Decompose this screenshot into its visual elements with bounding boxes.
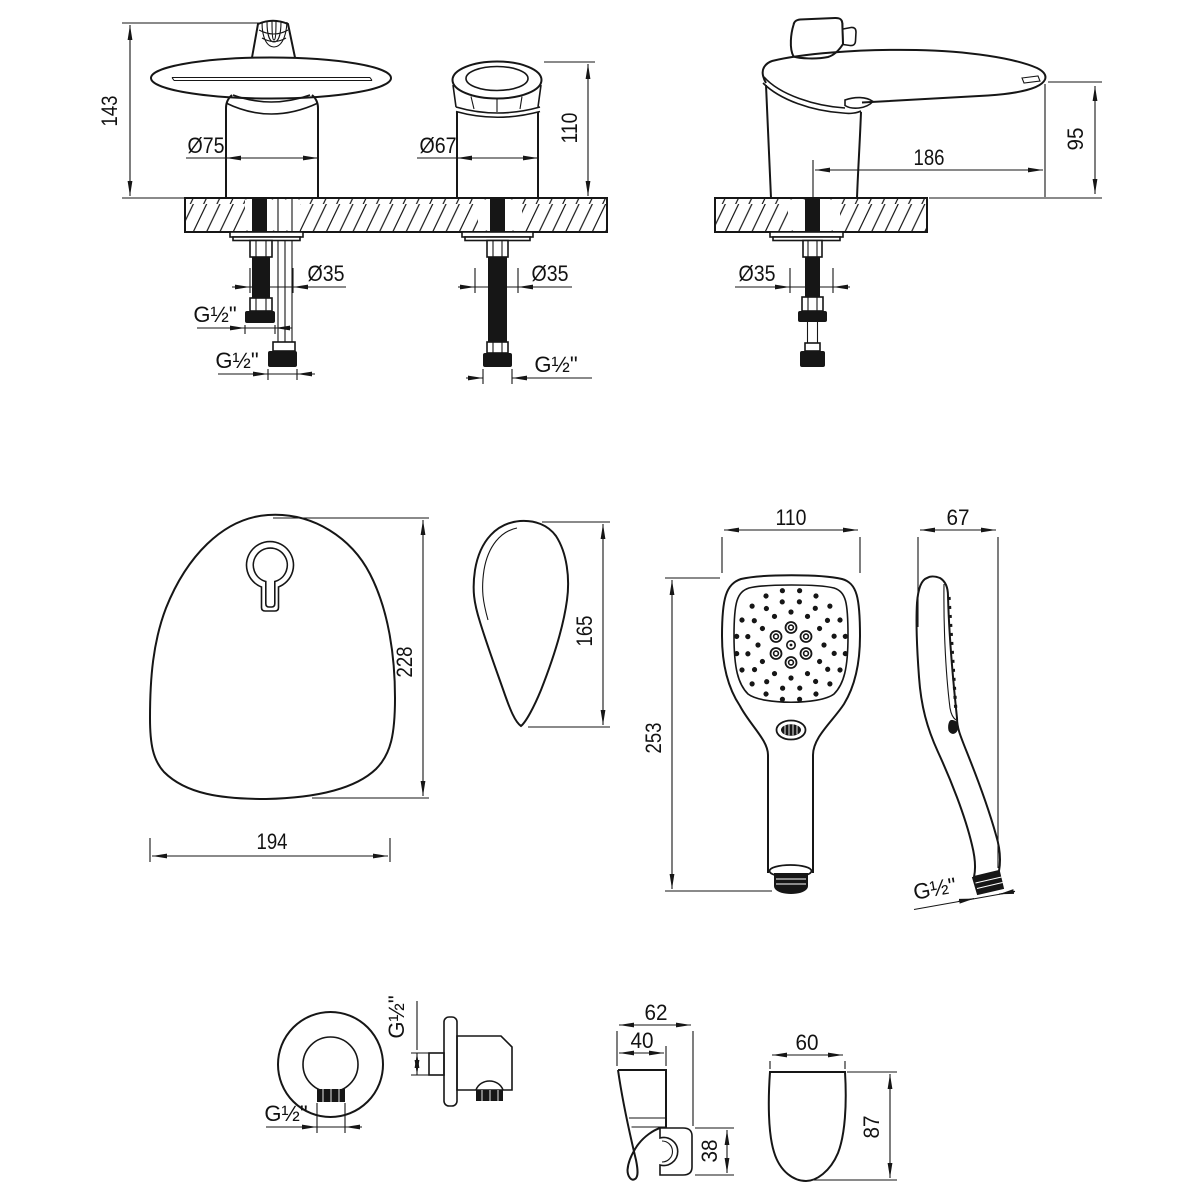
holder-clamp [660,1128,692,1175]
holder-front-view [769,1072,846,1181]
dim-label-87: 87 [859,1114,884,1139]
dim-label-d35-mid: Ø35 [531,261,569,286]
dim-elbow-thread-side [384,995,429,1075]
dim-shower-length [641,578,772,891]
dim-label-186: 186 [913,145,945,170]
dim-label-95: 95 [1063,126,1088,151]
dim-spout-height [97,23,263,198]
dim-label-g12-mid: G½" [534,352,578,377]
dim-handle-height [544,62,595,196]
dim-label-110: 110 [557,108,582,144]
spout-water-slot [172,78,372,81]
spout-side-view [763,18,1046,198]
dim-label-d35-left: Ø35 [307,261,345,286]
dim-cover-width [150,829,390,862]
dim-label-194: 194 [256,829,288,854]
holder-side-view [618,1070,692,1180]
mode-button [777,721,806,740]
dim-shower-width [722,505,860,573]
dim-label-228: 228 [392,640,417,678]
elbow-side-view [429,1017,512,1106]
dim-label-g12-left-upper: G½" [193,302,237,327]
dim-label-143: 143 [97,89,122,127]
deck-plate-side [715,198,927,232]
dim-holder-front-width [770,1030,845,1069]
cover-side-view [474,521,568,726]
dim-label-g12-elbow-front: G½" [264,1101,308,1126]
dim-hole-dia-left [232,261,346,293]
dim-cover-depth [528,522,610,727]
deck-plate-front [185,198,607,232]
dim-holder-side-width [617,1000,693,1126]
handle-front-view [453,62,542,199]
dim-label-67: 67 [946,505,970,530]
dim-label-40: 40 [630,1028,654,1053]
dim-side-reach [813,84,1045,197]
dim-label-62: 62 [644,1000,668,1025]
dim-holder-inner-width [619,1028,666,1066]
hose-connector-side [973,872,1004,895]
side-mode-button [948,720,958,734]
spout-outlet-slot [1022,76,1040,83]
dim-label-g12-elbow-side: G½" [384,995,409,1039]
dim-label-d75: Ø75 [187,133,225,158]
dim-handle-dia [417,133,538,158]
handshower-side-view [917,577,1004,895]
spout-front-view [151,21,391,198]
dim-label-38: 38 [697,1138,722,1163]
hose-connector-front [770,865,812,894]
dim-holder-hook-height [695,1128,734,1175]
dim-hole-dia-right [735,261,850,293]
dim-shower-depth [918,505,998,868]
handshower-front-view [722,575,860,894]
cover-keyhole [246,542,293,611]
dim-label-60: 60 [795,1030,819,1055]
dim-label-253: 253 [641,716,666,754]
dim-label-g12-shower: G½" [911,872,959,905]
dim-hole-dia-mid [458,261,572,293]
dim-thread-left-lower [215,348,315,380]
dim-spout-base-dia [186,133,318,158]
cover-front-view [150,515,395,799]
dim-thread-left-upper [193,302,292,334]
dim-cover-height [273,518,429,798]
dim-label-d67: Ø67 [419,133,457,158]
dim-elbow-thread-front [264,1101,362,1133]
dim-label-165: 165 [572,609,597,647]
dim-holder-front-height [814,1072,897,1180]
dim-label-g12-left-lower: G½" [215,348,259,373]
dim-label-shower-110: 110 [775,505,807,530]
spray-nozzles [771,622,812,668]
dim-label-d35-side: Ø35 [738,261,776,286]
dim-side-height [929,82,1102,198]
